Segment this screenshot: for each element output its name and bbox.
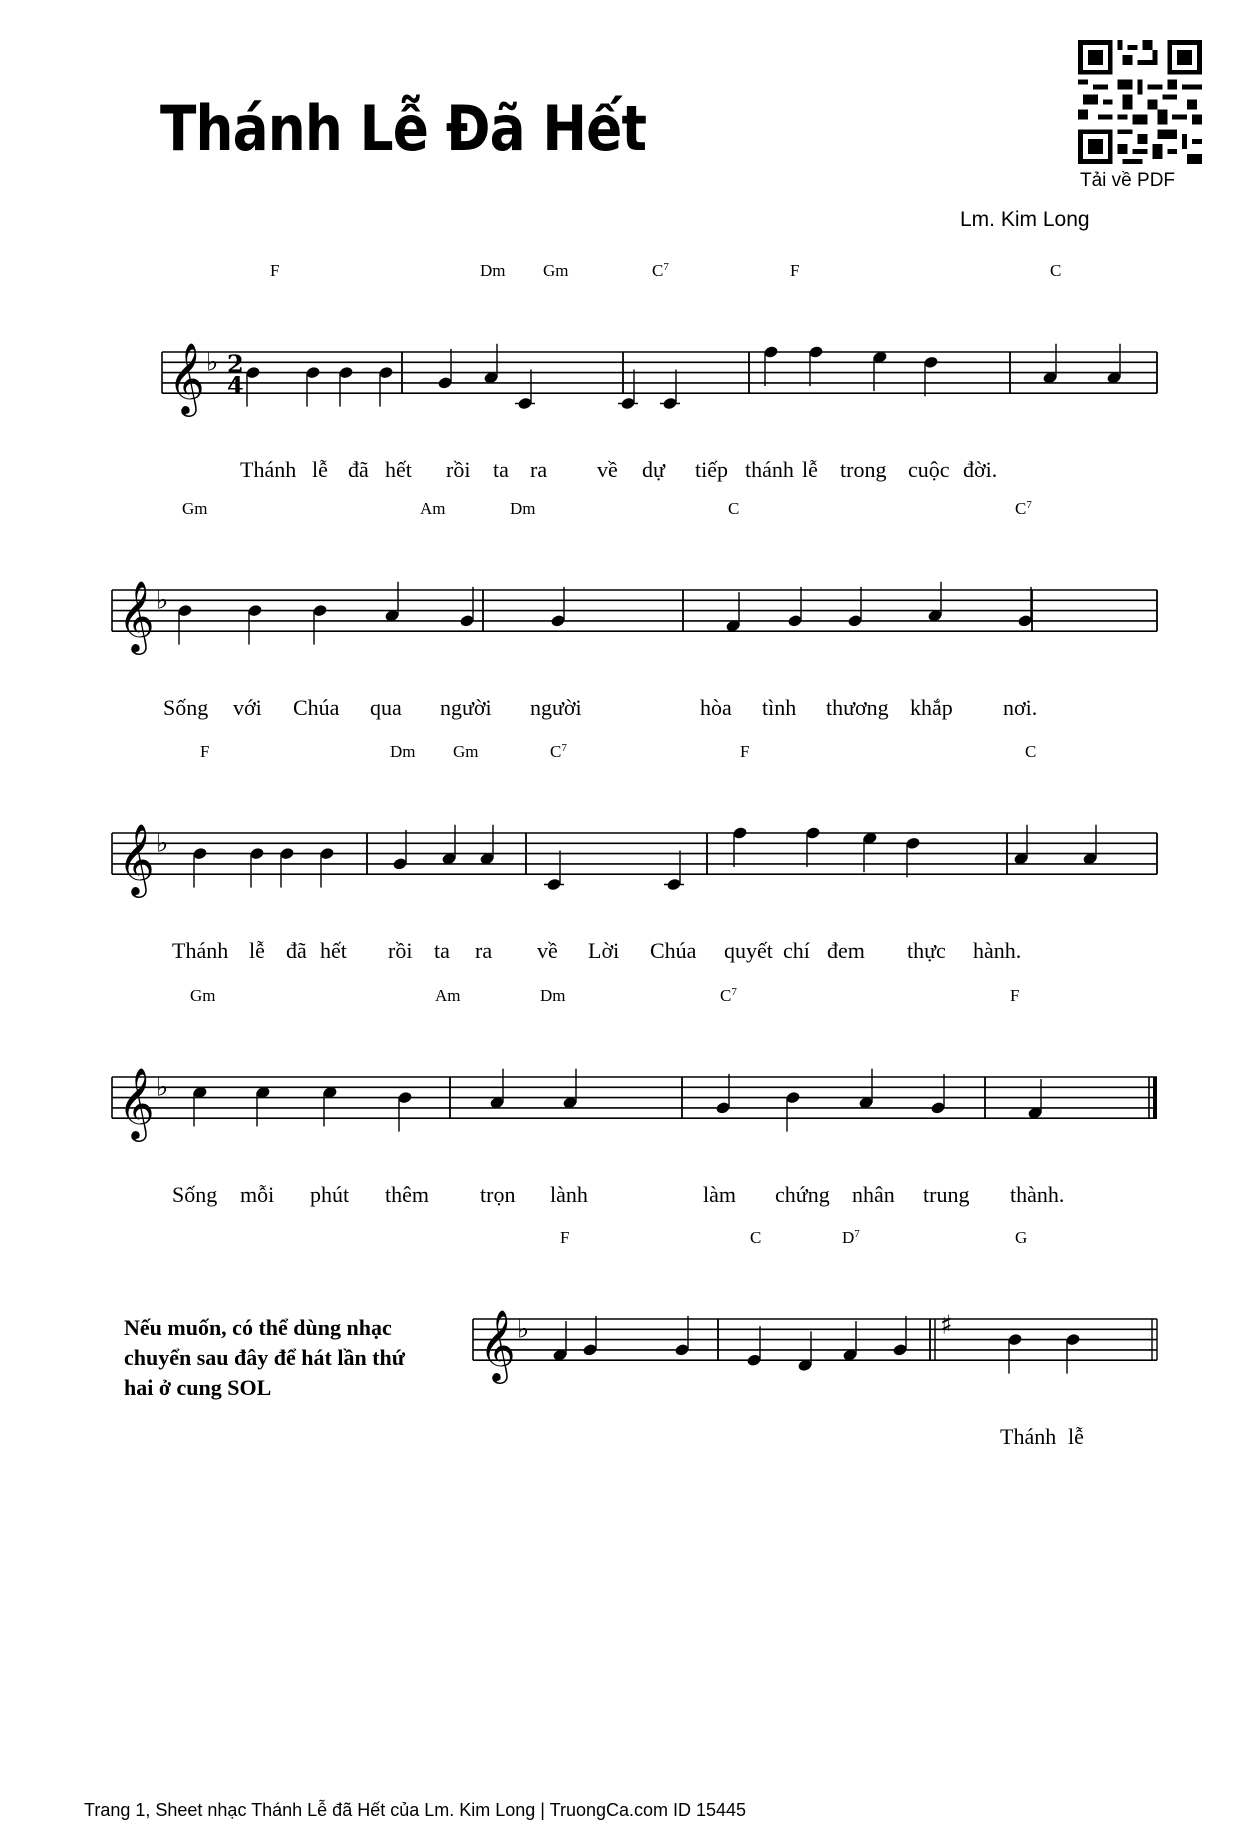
- chord-symbol: Dm: [540, 986, 566, 1005]
- chord-symbol: Dm: [510, 499, 536, 518]
- time-signature-bottom: 4: [227, 371, 244, 401]
- lyric-syllable: quyết: [724, 938, 773, 964]
- lyric-syllable: người: [440, 695, 492, 721]
- lyric-syllable: Thánh: [240, 457, 297, 483]
- song-title: Thánh Lễ Đã Hết: [160, 92, 647, 165]
- sharp-icon: ♯: [940, 1310, 953, 1341]
- chord-symbol: F: [1010, 986, 1020, 1005]
- chord-symbol: Gm: [182, 499, 208, 518]
- chord-symbol: Dm: [390, 742, 416, 761]
- lyric-syllable: trung: [923, 1182, 970, 1208]
- lyric-syllable: hòa: [700, 695, 732, 721]
- lyric-syllable: về: [537, 938, 558, 964]
- chord-symbol: C: [1025, 742, 1037, 761]
- lyric-syllable: đã: [348, 457, 369, 483]
- staff-system: [112, 499, 1157, 720]
- chord-symbol: C: [750, 1228, 762, 1247]
- chord-symbol: Am: [435, 986, 461, 1005]
- chord-symbol: Gm: [543, 261, 569, 280]
- lyric-syllable: ra: [530, 457, 548, 483]
- lyric-syllable: về: [597, 457, 618, 483]
- lyric-syllable: qua: [370, 695, 402, 721]
- lyric-syllable: đem: [827, 938, 865, 964]
- lyric-syllable: phút: [310, 1182, 350, 1208]
- lyric-syllable: lễ: [1068, 1424, 1084, 1450]
- lyric-syllable: rồi: [388, 938, 413, 964]
- lyric-syllable: Chúa: [293, 695, 340, 721]
- chord-symbol: $D^7$: [842, 1228, 860, 1247]
- chord-symbol: $C^7$: [720, 986, 737, 1005]
- chord-symbol: $C^7$: [652, 261, 669, 280]
- lyric-syllable: tiếp: [695, 457, 728, 483]
- chord-symbol: F: [200, 742, 210, 761]
- lyric-syllable: hết: [320, 938, 347, 964]
- flat-icon: ♭: [517, 1314, 530, 1345]
- lyric-syllable: cuộc: [908, 457, 950, 483]
- flat-icon: ♭: [156, 828, 169, 859]
- lyric-syllable: lễ: [249, 938, 265, 964]
- chord-symbol: Gm: [453, 742, 479, 761]
- lyric-syllable: lễ: [802, 457, 818, 483]
- lyric-syllable: người: [530, 695, 582, 721]
- chord-symbol: Gm: [190, 986, 216, 1005]
- lyric-syllable: ra: [475, 938, 493, 964]
- lyric-syllable: thực: [907, 938, 946, 964]
- chord-symbol: $C^7$: [1015, 499, 1032, 518]
- treble-clef-icon: 𝄞: [118, 579, 155, 653]
- lyric-syllable: ta: [434, 938, 450, 964]
- lyric-syllable: đã: [286, 938, 307, 964]
- chord-symbol: $C^7$: [550, 742, 567, 761]
- treble-clef-icon: 𝄞: [168, 341, 205, 415]
- lyric-syllable: dự: [642, 457, 665, 483]
- lyric-syllable: chứng: [775, 1182, 830, 1208]
- lyric-syllable: trong: [840, 457, 887, 483]
- lyric-syllable: Thánh: [172, 938, 229, 964]
- flat-icon: ♭: [156, 1072, 169, 1103]
- lyric-syllable: đời.: [963, 457, 998, 483]
- lyric-syllable: lành: [550, 1182, 588, 1208]
- chord-symbol: C: [728, 499, 740, 518]
- lyric-syllable: với: [233, 695, 262, 721]
- chord-symbol: C: [1050, 261, 1062, 280]
- transpose-note-line: chuyển sau đây để hát lần thứ: [124, 1345, 405, 1370]
- chord-symbol: Dm: [480, 261, 506, 280]
- lyric-syllable: Sống: [163, 695, 209, 721]
- lyric-syllable: thánh: [745, 457, 794, 483]
- lyric-syllable: tình: [762, 695, 797, 721]
- treble-clef-icon: 𝄞: [118, 1066, 155, 1140]
- page-footer: Trang 1, Sheet nhạc Thánh Lễ đã Hết của Lm. Kim Long | TruongCa.com ID 15445: [84, 1800, 747, 1820]
- transpose-note: [124, 1313, 464, 1403]
- lyric-syllable: nhân: [852, 1182, 895, 1208]
- lyric-syllable: làm: [703, 1182, 736, 1208]
- staff-system: [473, 1228, 1157, 1449]
- treble-clef-icon: 𝄞: [118, 822, 155, 896]
- lyric-syllable: nơi.: [1003, 695, 1038, 721]
- lyric-syllable: hết: [385, 457, 412, 483]
- lyric-syllable: thêm: [385, 1182, 429, 1208]
- lyric-syllable: trọn: [480, 1182, 516, 1208]
- lyric-syllable: Chúa: [650, 938, 697, 964]
- staff-system: [112, 986, 1157, 1207]
- chord-symbol: F: [560, 1228, 570, 1247]
- lyric-syllable: hành.: [973, 938, 1022, 964]
- lyric-syllable: Thánh: [1000, 1424, 1057, 1450]
- staff-system: [112, 742, 1157, 963]
- lyric-syllable: lễ: [312, 457, 328, 483]
- chord-symbol: Am: [420, 499, 446, 518]
- lyric-syllable: chí: [783, 938, 810, 964]
- download-pdf-label[interactable]: Tải về PDF: [1080, 170, 1176, 191]
- treble-clef-icon: 𝄞: [479, 1308, 516, 1382]
- chord-symbol: G: [1015, 1228, 1028, 1247]
- final-barline: [1153, 1077, 1157, 1118]
- composer-name: Lm. Kim Long: [960, 208, 1090, 231]
- lyric-syllable: thành.: [1010, 1182, 1065, 1208]
- lyric-syllable: Lời: [588, 938, 620, 964]
- transpose-note-line: Nếu muốn, có thể dùng nhạc: [124, 1315, 392, 1340]
- time-signature-top: 2: [227, 349, 244, 379]
- lyric-syllable: rồi: [446, 457, 471, 483]
- flat-icon: ♭: [206, 347, 219, 378]
- chord-symbol: F: [790, 261, 800, 280]
- lyric-syllable: ta: [493, 457, 509, 483]
- chord-symbol: F: [740, 742, 750, 761]
- lyric-syllable: Sống: [172, 1182, 218, 1208]
- transpose-note-line: hai ở cung SOL: [124, 1375, 272, 1400]
- staff-system: [162, 261, 1157, 482]
- flat-icon: ♭: [156, 585, 169, 616]
- lyric-syllable: thương: [826, 695, 889, 721]
- lyric-syllable: khắp: [910, 695, 953, 721]
- chord-symbol: F: [270, 261, 280, 280]
- lyric-syllable: mỗi: [240, 1182, 275, 1208]
